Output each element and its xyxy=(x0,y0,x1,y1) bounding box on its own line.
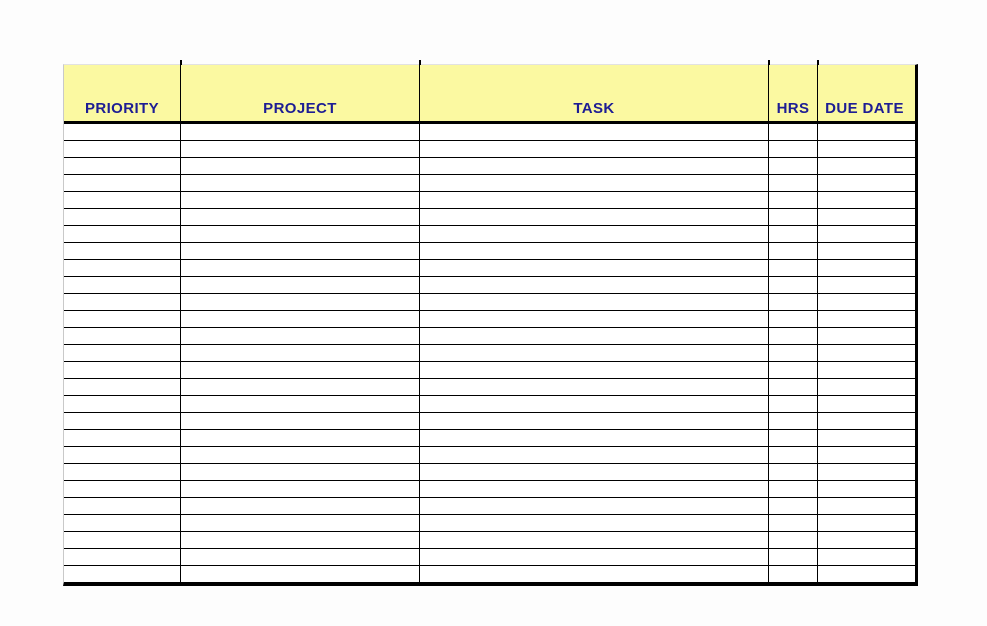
cell-due-date[interactable] xyxy=(817,566,911,582)
cell-hrs[interactable] xyxy=(768,294,817,310)
cell-priority[interactable] xyxy=(64,413,180,429)
cell-task[interactable] xyxy=(419,498,768,514)
table-row xyxy=(64,175,915,192)
cell-priority[interactable] xyxy=(64,124,180,140)
cell-hrs[interactable] xyxy=(768,226,817,242)
cell-priority[interactable] xyxy=(64,447,180,463)
cell-due-date[interactable] xyxy=(817,260,911,276)
table-body xyxy=(64,124,915,582)
cell-due-date[interactable] xyxy=(817,141,911,157)
cell-task[interactable] xyxy=(419,209,768,225)
table-row xyxy=(64,379,915,396)
cell-task[interactable] xyxy=(419,141,768,157)
table-row xyxy=(64,158,915,175)
cell-task[interactable] xyxy=(419,243,768,259)
table-row xyxy=(64,362,915,379)
table-row xyxy=(64,277,915,294)
cell-project[interactable] xyxy=(180,396,419,412)
cell-due-date[interactable] xyxy=(817,498,911,514)
cell-priority[interactable] xyxy=(64,209,180,225)
table-row xyxy=(64,192,915,209)
table-row xyxy=(64,311,915,328)
cell-task[interactable] xyxy=(419,566,768,582)
cell-project[interactable] xyxy=(180,515,419,531)
cell-project[interactable] xyxy=(180,277,419,293)
cell-task[interactable] xyxy=(419,294,768,310)
cell-due-date[interactable] xyxy=(817,243,911,259)
cell-task[interactable] xyxy=(419,396,768,412)
cell-project[interactable] xyxy=(180,549,419,565)
cell-hrs[interactable] xyxy=(768,379,817,395)
cell-hrs[interactable] xyxy=(768,328,817,344)
cell-priority[interactable] xyxy=(64,430,180,446)
table-row xyxy=(64,209,915,226)
table-row xyxy=(64,294,915,311)
header-cell-priority: PRIORITY xyxy=(84,100,160,117)
cell-hrs[interactable] xyxy=(768,532,817,548)
table-row xyxy=(64,430,915,447)
cell-hrs[interactable] xyxy=(768,175,817,191)
grid-tick xyxy=(180,60,182,65)
table-row xyxy=(64,549,915,566)
cell-due-date[interactable] xyxy=(817,379,911,395)
table-row xyxy=(64,532,915,549)
cell-priority[interactable] xyxy=(64,362,180,378)
header-cell-project: PROJECT xyxy=(180,65,419,121)
cell-hrs[interactable] xyxy=(768,345,817,361)
cell-due-date[interactable] xyxy=(817,124,911,140)
cell-task[interactable] xyxy=(419,277,768,293)
cell-priority[interactable] xyxy=(64,481,180,497)
cell-due-date[interactable] xyxy=(817,396,911,412)
cell-task[interactable] xyxy=(419,345,768,361)
cell-priority[interactable] xyxy=(64,549,180,565)
table-row xyxy=(64,226,915,243)
cell-project[interactable] xyxy=(180,532,419,548)
cell-hrs[interactable] xyxy=(768,447,817,463)
table-row xyxy=(64,413,915,430)
cell-project[interactable] xyxy=(180,566,419,582)
cell-due-date[interactable] xyxy=(817,345,911,361)
header-cell-hrs: HRS xyxy=(768,65,817,121)
cell-project[interactable] xyxy=(180,481,419,497)
cell-task[interactable] xyxy=(419,328,768,344)
table-row xyxy=(64,124,915,141)
cell-priority[interactable] xyxy=(64,498,180,514)
cell-hrs[interactable] xyxy=(768,481,817,497)
cell-priority[interactable] xyxy=(64,311,180,327)
cell-task[interactable] xyxy=(419,549,768,565)
table-row xyxy=(64,464,915,481)
cell-project[interactable] xyxy=(180,209,419,225)
cell-due-date[interactable] xyxy=(817,430,911,446)
cell-hrs[interactable] xyxy=(768,396,817,412)
table-row xyxy=(64,498,915,515)
cell-task[interactable] xyxy=(419,532,768,548)
cell-due-date[interactable] xyxy=(817,362,911,378)
cell-due-date[interactable] xyxy=(817,277,911,293)
cell-project[interactable] xyxy=(180,243,419,259)
cell-task[interactable] xyxy=(419,379,768,395)
table-row xyxy=(64,447,915,464)
grid-tick xyxy=(817,60,819,65)
cell-task[interactable] xyxy=(419,124,768,140)
cell-due-date[interactable] xyxy=(817,549,911,565)
cell-project[interactable] xyxy=(180,124,419,140)
cell-hrs[interactable] xyxy=(768,311,817,327)
cell-priority[interactable] xyxy=(64,328,180,344)
cell-task[interactable] xyxy=(419,175,768,191)
table-row xyxy=(64,515,915,532)
cell-hrs[interactable] xyxy=(768,566,817,582)
cell-priority[interactable] xyxy=(64,396,180,412)
cell-priority[interactable] xyxy=(64,379,180,395)
cell-task[interactable] xyxy=(419,362,768,378)
cell-task[interactable] xyxy=(419,464,768,480)
cell-project[interactable] xyxy=(180,379,419,395)
cell-hrs[interactable] xyxy=(768,124,817,140)
cell-due-date[interactable] xyxy=(817,328,911,344)
cell-hrs[interactable] xyxy=(768,260,817,276)
cell-project[interactable] xyxy=(180,498,419,514)
cell-due-date[interactable] xyxy=(817,532,911,548)
cell-task[interactable] xyxy=(419,260,768,276)
cell-project[interactable] xyxy=(180,141,419,157)
cell-task[interactable] xyxy=(419,447,768,463)
cell-project[interactable] xyxy=(180,447,419,463)
cell-hrs[interactable] xyxy=(768,158,817,174)
cell-hrs[interactable] xyxy=(768,192,817,208)
cell-project[interactable] xyxy=(180,226,419,242)
cell-project[interactable] xyxy=(180,192,419,208)
cell-task[interactable] xyxy=(419,226,768,242)
cell-task[interactable] xyxy=(419,413,768,429)
cell-priority[interactable] xyxy=(64,294,180,310)
cell-priority[interactable] xyxy=(64,175,180,191)
cell-due-date[interactable] xyxy=(817,226,911,242)
cell-project[interactable] xyxy=(180,158,419,174)
table-header-row xyxy=(64,65,915,124)
cell-hrs[interactable] xyxy=(768,430,817,446)
cell-hrs[interactable] xyxy=(768,515,817,531)
task-table xyxy=(63,64,918,586)
cell-priority[interactable] xyxy=(64,515,180,531)
table-row xyxy=(64,396,915,413)
cell-project[interactable] xyxy=(180,294,419,310)
cell-hrs[interactable] xyxy=(768,362,817,378)
table-row xyxy=(64,328,915,345)
cell-due-date[interactable] xyxy=(817,175,911,191)
cell-due-date[interactable] xyxy=(817,158,911,174)
cell-task[interactable] xyxy=(419,481,768,497)
cell-project[interactable] xyxy=(180,464,419,480)
cell-due-date[interactable] xyxy=(817,481,911,497)
cell-priority[interactable] xyxy=(64,277,180,293)
cell-priority[interactable] xyxy=(64,192,180,208)
cell-project[interactable] xyxy=(180,311,419,327)
grid-tick xyxy=(768,60,770,65)
cell-priority[interactable] xyxy=(64,532,180,548)
cell-project[interactable] xyxy=(180,413,419,429)
cell-project[interactable] xyxy=(180,328,419,344)
cell-due-date[interactable] xyxy=(817,311,911,327)
cell-task[interactable] xyxy=(419,515,768,531)
cell-due-date[interactable] xyxy=(817,413,911,429)
cell-priority[interactable] xyxy=(64,158,180,174)
table-row xyxy=(64,243,915,260)
header-cell-task: TASK xyxy=(419,65,768,121)
cell-due-date[interactable] xyxy=(817,447,911,463)
cell-due-date[interactable] xyxy=(817,515,911,531)
cell-priority[interactable] xyxy=(64,260,180,276)
cell-project[interactable] xyxy=(180,260,419,276)
cell-due-date[interactable] xyxy=(817,464,911,480)
cell-due-date[interactable] xyxy=(817,192,911,208)
table-row xyxy=(64,566,915,582)
table-row xyxy=(64,141,915,158)
cell-hrs[interactable] xyxy=(768,243,817,259)
cell-priority[interactable] xyxy=(64,464,180,480)
header-cell-due-date: DUE DATE xyxy=(817,65,911,121)
grid-tick xyxy=(419,60,421,65)
table-row xyxy=(64,481,915,498)
cell-task[interactable] xyxy=(419,311,768,327)
cell-hrs[interactable] xyxy=(768,464,817,480)
cell-hrs[interactable] xyxy=(768,549,817,565)
table-row xyxy=(64,260,915,277)
cell-hrs[interactable] xyxy=(768,498,817,514)
cell-hrs[interactable] xyxy=(768,209,817,225)
cell-project[interactable] xyxy=(180,362,419,378)
cell-task[interactable] xyxy=(419,158,768,174)
cell-hrs[interactable] xyxy=(768,413,817,429)
cell-priority[interactable] xyxy=(64,345,180,361)
cell-priority[interactable] xyxy=(64,243,180,259)
cell-priority[interactable] xyxy=(64,226,180,242)
cell-due-date[interactable] xyxy=(817,294,911,310)
cell-hrs[interactable] xyxy=(768,277,817,293)
cell-project[interactable] xyxy=(180,430,419,446)
cell-task[interactable] xyxy=(419,192,768,208)
table-row xyxy=(64,345,915,362)
cell-task[interactable] xyxy=(419,430,768,446)
cell-priority[interactable] xyxy=(64,141,180,157)
cell-hrs[interactable] xyxy=(768,141,817,157)
cell-project[interactable] xyxy=(180,175,419,191)
cell-due-date[interactable] xyxy=(817,209,911,225)
cell-priority[interactable] xyxy=(64,566,180,582)
cell-project[interactable] xyxy=(180,345,419,361)
